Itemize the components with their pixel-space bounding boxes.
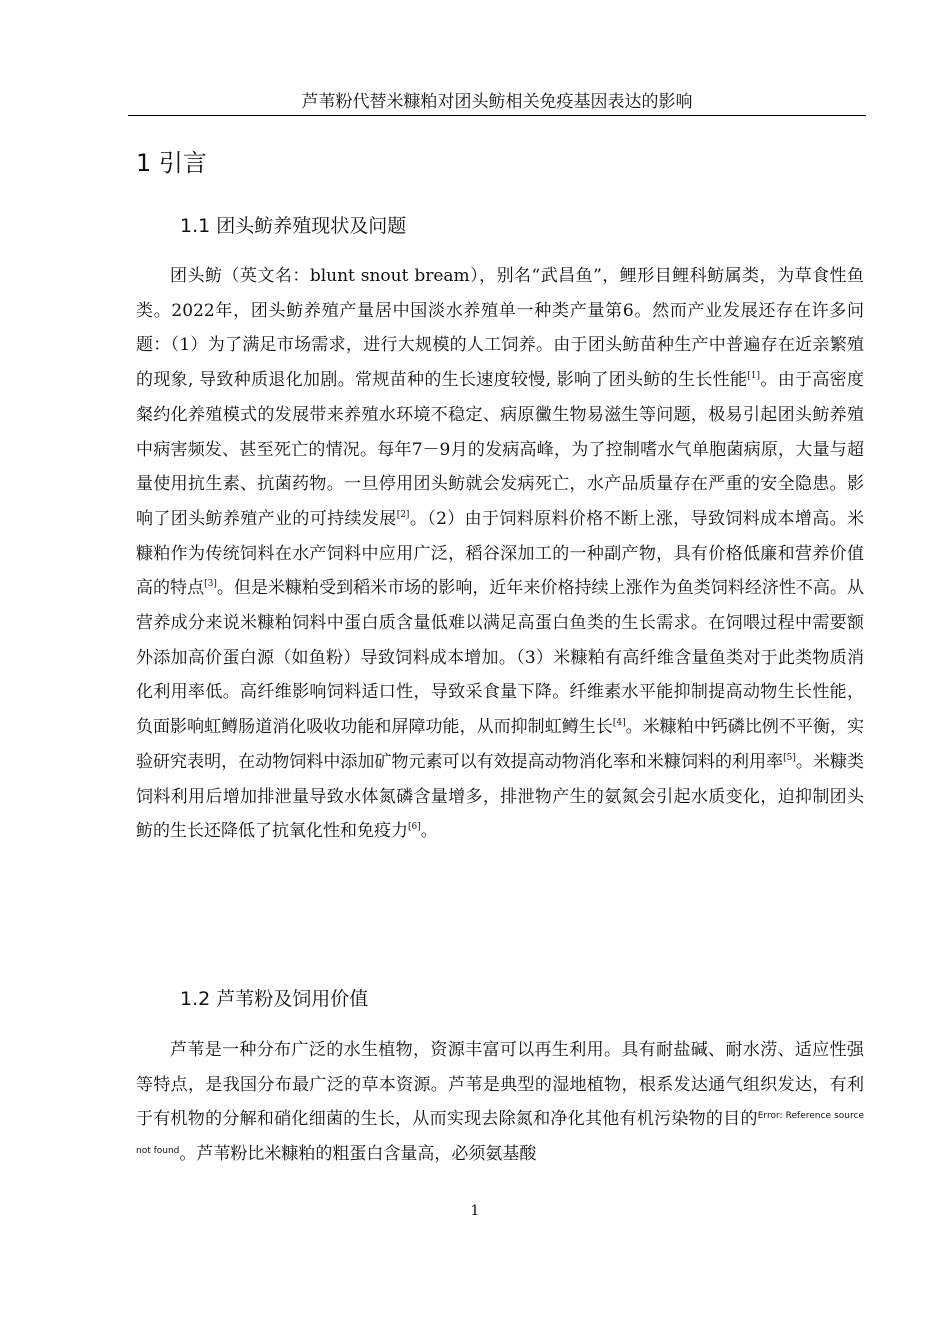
- section-heading-1-2: 1.2 芦苇粉及饲用价值: [180, 988, 369, 1010]
- text-run: 。: [420, 821, 438, 842]
- section-heading-1-1: 1.1 团头鲂养殖现状及问题: [180, 215, 407, 237]
- citation-ref-3: [3]: [204, 579, 217, 590]
- text-run: 。（2）由于饲料原料价格不断上涨，导致饲料成本增高。米糠粕作为传统饲料在水产饲料中应用广泛，稻谷深加工的一种副产物，具有价格低廉和营养价值高的特点: [136, 508, 864, 599]
- page-number: 1: [470, 1203, 480, 1219]
- header-rule: [128, 115, 866, 116]
- citation-ref-1: [1]: [747, 371, 761, 382]
- citation-ref-4: [4]: [612, 718, 626, 729]
- citation-ref-5: [5]: [783, 752, 796, 763]
- text-run: 。但是米糠粕受到稻米市场的影响，近年来价格持续上涨作为鱼类饲料经济性不高。从营养成分来说米糠粕饲料中蛋白质含量低难以满足高蛋白鱼类的生长需求。在饲喂过程中需要额外添加高价蛋白源（如鱼粉）导致饲料成本增加。（3）米糠粕有高纤维含量鱼类对于此类物质消化利用率低。高纤维影响饲料适口性，导致采食量下降。纤维素水平能抑制提高动物生长性能，负面影响虹鳟肠道消化吸收功能和屏障功能，从而抑制虹鳟生长: [136, 578, 865, 738]
- text-run: 芦苇是一种分布广泛的水生植物，资源丰富可以再生利用。具有耐盐碱、耐水涝、适应性强等特点，是我国分布最广泛的草本资源。芦苇是典型的湿地植物，根系发达通气组织发达，有利于有机物的分解和硝化细菌的生长，从而实现去除氮和净化其他有机污染物的目的: [136, 1040, 864, 1130]
- citation-error: Error: Reference source not found: [136, 1111, 864, 1157]
- citation-ref-2: [2]: [396, 509, 410, 520]
- chapter-heading: 1 引言: [136, 149, 207, 177]
- text-run: 。米糠粕中钙磷比例不平衡，实验研究表明，在动物饲料中添加矿物元素可以有效提高动物消化率和米糠饲料的利用率: [136, 717, 865, 772]
- citation-ref-6: [6]: [408, 822, 421, 833]
- text-run: 。芦苇粉比米糠粕的粗蛋白含量高，必须氨基酸: [179, 1144, 537, 1165]
- paragraph-reed-powder: [136, 1033, 864, 1172]
- paragraph-status-and-problems: [136, 259, 864, 849]
- text-run: 团头鲂（英文名：blunt snout bream），别名“武昌鱼”，鲤形目鲤科鲂属类，为草食性鱼类。2022年，团头鲂养殖产量居中国淡水养殖单一种类产量第6。然而产业发展还存在许多问题：（1）为了满足市场需求，进行大规模的人工饲养。由于团头鲂苗种生产中普遍存在近亲繁殖的现象, 导致种质退化加剧。常规苗种的生长速度较慢, 影响了团头鲂的生长性能: [136, 266, 864, 391]
- text-run: 。由于高密度粲约化养殖模式的发展带来养殖水环境不稳定、病原黴生物易滋生等问题，极易引起团头鲂养殖中病害频发、甚至死亡的情况。每年7－9月的发病高峰，为了控制嗜水气单胞菌病原，大量与超量使用抗生素、抗菌药物。一旦停用团头鲂就会发病死亡，水产品质量存在严重的安全隐患。影响了团头鲂养殖产业的可持续发展: [136, 370, 864, 529]
- text-run: 。米糠类饲料利用后增加排泄量导致水体氮磷含量增多，排泄物产生的氨氮会引起水质变化，迫抑制团头鲂的生长还降低了抗氧化性和免疫力: [136, 751, 865, 842]
- running-header: 芦苇粉代替米糠粕对团头鲂相关免疫基因表达的影响: [301, 92, 693, 112]
